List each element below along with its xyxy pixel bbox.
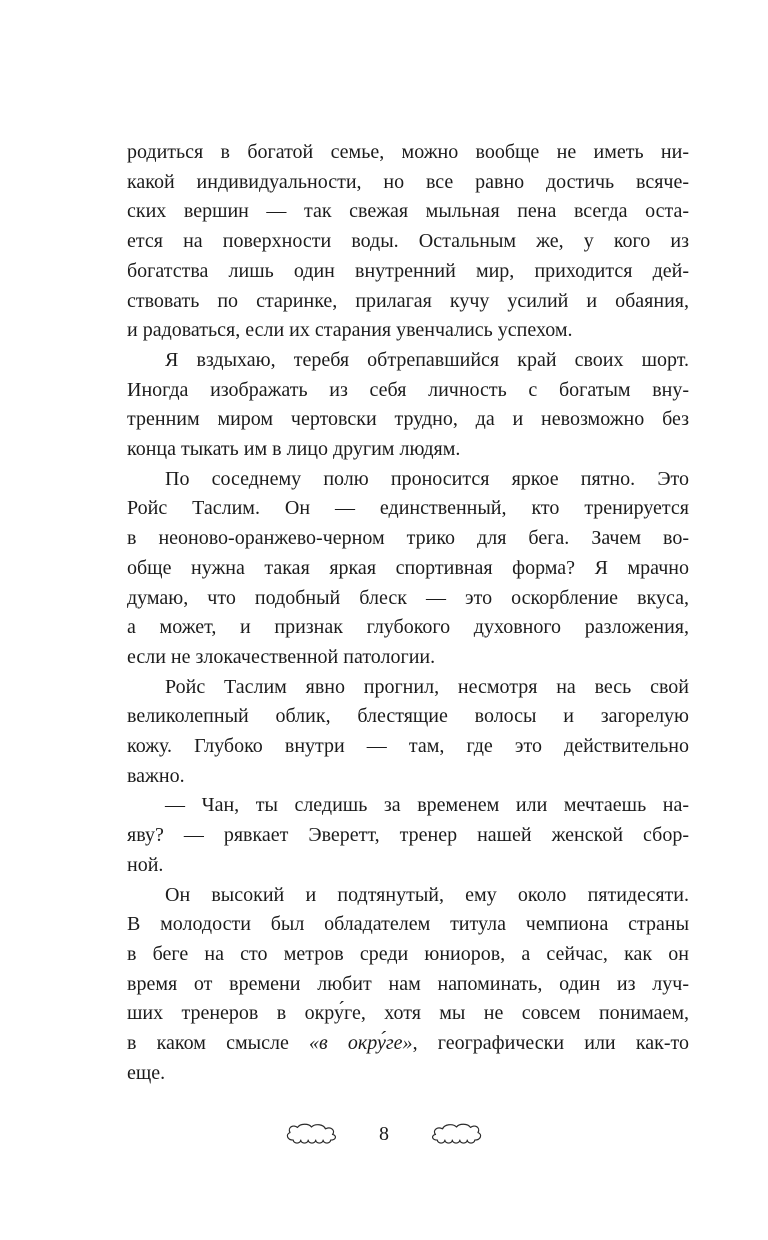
text-line: богатства лишь один внутренний мир, приходится дей- [127, 259, 689, 282]
text-line: если не злокачественной патологии. [127, 645, 436, 668]
text-line: думаю, что подобный блеск — это оскорбление вкуса, [127, 586, 689, 609]
page-footer [0, 1122, 768, 1146]
paragraph [127, 881, 689, 1089]
text-line: Иногда изображать из себя личность с богатым вну- [127, 378, 689, 401]
cloud-left-icon [283, 1122, 339, 1146]
text-line: ских вершин — так свежая мыльная пена всегда оста- [127, 200, 689, 223]
text-line [127, 1029, 689, 1059]
text-line: Он высокий и подтянутый, ему около пятидесяти. [165, 883, 689, 906]
text-line: в беге на сто метров среди юниоров, а сейчас, как он [127, 942, 689, 965]
text-line: ной. [127, 853, 164, 876]
text-line: великолепный облик, блестящие волосы и загорелую [127, 705, 689, 728]
text-segment: в каком смысле [127, 1032, 310, 1055]
italic-phrase: «в окру́ге» [309, 1032, 413, 1055]
text-line: еще. [127, 1061, 166, 1084]
text-line: ших тренеров в окру́ге, хотя мы не совсем понимаем, [127, 1002, 689, 1025]
text-line: обще нужна такая яркая спортивная форма? Я мрачно [127, 556, 689, 579]
paragraph [127, 673, 689, 792]
page-number: 8 [379, 1122, 389, 1145]
text-segment: , географически или как-то [412, 1032, 689, 1055]
text-line: По соседнему полю проносится яркое пятно. Это [165, 467, 689, 490]
paragraph [127, 138, 689, 346]
text-line: В молодости был обладателем титула чемпиона страны [127, 913, 689, 936]
text-line: время от времени любит нам напоминать, один из луч- [127, 972, 689, 995]
text-line: конца тыкать им в лицо другим людям. [127, 438, 461, 461]
paragraph [127, 791, 689, 880]
text-line: ствовать по старинке, прилагая кучу усилий и обаяния, [127, 289, 689, 312]
text-line: кожу. Глубоко внутри — там, где это действительно [127, 735, 689, 758]
text-line: родиться в богатой семье, можно вообще не иметь ни- [127, 141, 689, 163]
text-line: ется на поверхности воды. Остальным же, у кого из [127, 230, 689, 253]
text-column [127, 138, 689, 1089]
text-line: а может, и признак глубокого духовного разложения, [127, 616, 689, 639]
text-line: и радоваться, если их старания увенчались успехом. [127, 319, 573, 342]
text-line: — Чан, ты следишь за временем или мечтаешь на- [165, 794, 689, 817]
cloud-right-icon [429, 1122, 485, 1146]
text-line: в неоново-оранжево-черном трико для бега. Зачем во- [127, 527, 689, 550]
text-line: тренним миром чертовски трудно, да и невозможно без [127, 408, 689, 431]
paragraph [127, 465, 689, 673]
text-line: какой индивидуальности, но все равно достичь всяче- [127, 170, 689, 193]
paragraph [127, 346, 689, 465]
text-line: Ройс Таслим явно прогнил, несмотря на весь свой [165, 675, 689, 698]
text-line: яву? — рявкает Эверетт, тренер нашей женской сбор- [127, 824, 689, 847]
text-line: Ройс Таслим. Он — единственный, кто тренируется [127, 497, 689, 520]
text-line: важно. [127, 764, 185, 787]
text-line: Я вздыхаю, теребя обтрепавшийся край своих шорт. [165, 348, 689, 371]
